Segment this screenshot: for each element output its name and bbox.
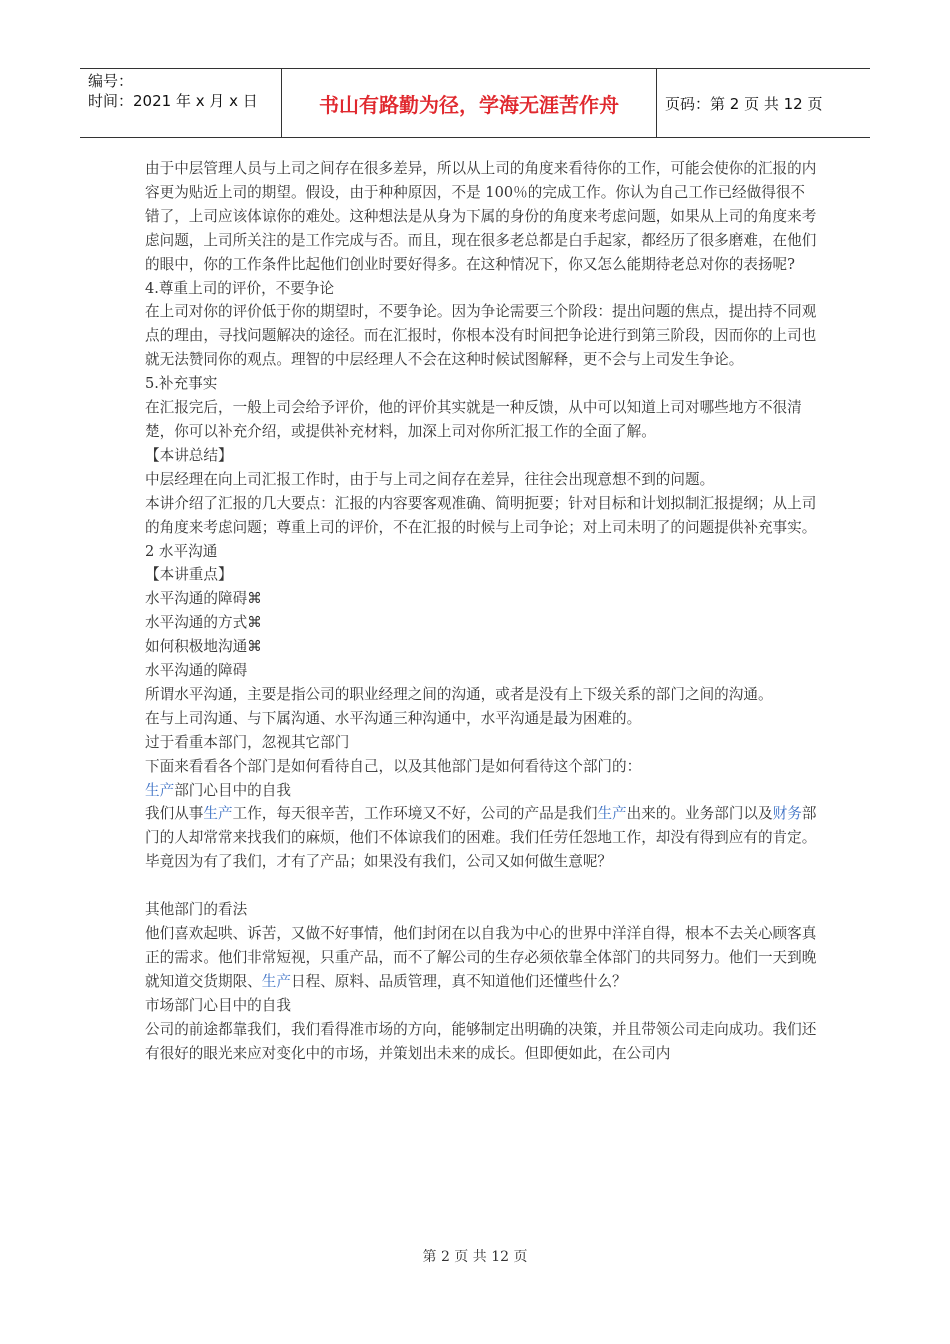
page-header — [80, 68, 870, 138]
paragraph: 在与上司沟通、与下属沟通、水平沟通三种沟通中，水平沟通是最为困难的。 — [145, 709, 642, 727]
header-motto: 书山有路勤为径，学海无涯苦作舟 — [282, 69, 657, 137]
paragraph: 他们喜欢起哄、诉苦，又做不好事情，他们封闭在以自我为中心的世界中洋洋自得，根本不去关心顾客真正的需求。他们非常短视，只重产品，而不了解公司的生存必须依靠全体部门的共同努力。他们一天到晚就知道交货期限、生产日程、原料、品质管理，真不知道他们还懂些什么？ — [145, 924, 817, 990]
paragraph: 本讲介绍了汇报的几大要点：汇报的内容要客观准确、简明扼要；针对目标和计划拟制汇报提纲；从上司的角度来考虑问题；尊重上司的评价，不在汇报的时候与上司争论；对上司未明了的问题提供补充事实。 — [145, 494, 817, 536]
link-production[interactable]: 生产 — [261, 972, 291, 990]
document-number-label: 编号： — [88, 72, 134, 90]
link-production[interactable]: 生产 — [145, 781, 175, 799]
key-point-item: 水平沟通的方式⌘ — [145, 614, 262, 632]
summary-heading: 【本讲总结】 — [145, 446, 233, 464]
key-points-heading: 【本讲重点】 — [145, 566, 233, 584]
link-production[interactable]: 生产 — [597, 805, 627, 823]
document-body — [145, 157, 817, 1065]
document-date-label: 时间：2021 年 x 月 x 日 — [88, 92, 258, 110]
paragraph: 下面来看看各个部门是如何看待自己，以及其他部门是如何看待这个部门的： — [145, 757, 642, 775]
paragraph: 在上司对你的评价低于你的期望时，不要争论。因为争论需要三个阶段：提出问题的焦点，提出持不同观点的理由，寻找问题解决的途径。而在汇报时，你根本没有时间把争论进行到第三阶段，因而你的上司也就无法赞同你的观点。理智的中层经理人不会在这种时候试图解释，更不会与上司发生争论。 — [145, 303, 817, 369]
paragraph: 所谓水平沟通，主要是指公司的职业经理之间的沟通，或者是没有上下级关系的部门之间的沟通。 — [145, 685, 773, 703]
section-heading: 4.尊重上司的评价，不要争论 — [145, 279, 335, 297]
paragraph: 在汇报完后，一般上司会给予评价，他的评价其实就是一种反馈，从中可以知道上司对哪些地方不很清楚，你可以补充介绍，或提供补充材料，加深上司对你所汇报工作的全面了解。 — [145, 399, 802, 440]
paragraph: 我们从事生产工作，每天很辛苦，工作环境又不好，公司的产品是我们生产出来的。业务部门以及财务部门的人却常常来找我们的麻烦，他们不体谅我们的困难。我们任劳任怨地工作，却没有得到应有的肯定。毕竟因为有了我们，才有了产品；如果没有我们，公司又如何做生意呢？ — [145, 805, 817, 871]
paragraph: 公司的前途都靠我们，我们看得准市场的方向，能够制定出明确的决策，并且带领公司走向成功。我们还有很好的眼光来应对变化中的市场，并策划出未来的成长。但即便如此，在公司内 — [145, 1020, 817, 1062]
paragraph: 中层经理在向上司汇报工作时，由于与上司之间存在差异，往往会出现意想不到的问题。 — [145, 470, 715, 488]
link-finance[interactable]: 财务 — [772, 805, 802, 823]
link-production[interactable]: 生产 — [203, 805, 233, 823]
chapter-heading: 2 水平沟通 — [145, 542, 218, 560]
page-footer: 第 2 页 共 12 页 — [422, 1249, 528, 1265]
subheading: 生产部门心目中的自我 — [145, 781, 291, 799]
blank-line — [145, 874, 817, 898]
subheading: 水平沟通的障碍 — [145, 662, 248, 680]
subheading: 市场部门心目中的自我 — [145, 996, 291, 1014]
key-point-item: 水平沟通的障碍⌘ — [145, 590, 262, 608]
header-meta — [80, 69, 282, 137]
paragraph: 过于看重本部门，忽视其它部门 — [145, 733, 350, 751]
subheading: 其他部门的看法 — [145, 901, 248, 919]
header-page-number: 页码：第 2 页 共 12 页 — [665, 94, 823, 113]
section-heading: 5.补充事实 — [145, 375, 218, 393]
paragraph: 由于中层管理人员与上司之间存在很多差异，所以从上司的角度来看待你的工作，可能会使你的汇报的内容更为贴近上司的期望。假设，由于种种原因，不是 100％的完成工作。你认为自己工作已经做得很不错了，上司应该体谅你的难处。这种想法是从身为下属的身份的角度来考虑问题，如果从上司的角度来考虑问题，上司所关注的是工作完成与否。而且，现在很多老总都是白手起家，都经历了很多磨难，在他们的眼中，你的工作条件比起他们创业时要好得多。在这种情况下，你又怎么能期待老总对你的表扬呢? — [145, 160, 817, 273]
key-point-item: 如何积极地沟通⌘ — [145, 638, 262, 656]
